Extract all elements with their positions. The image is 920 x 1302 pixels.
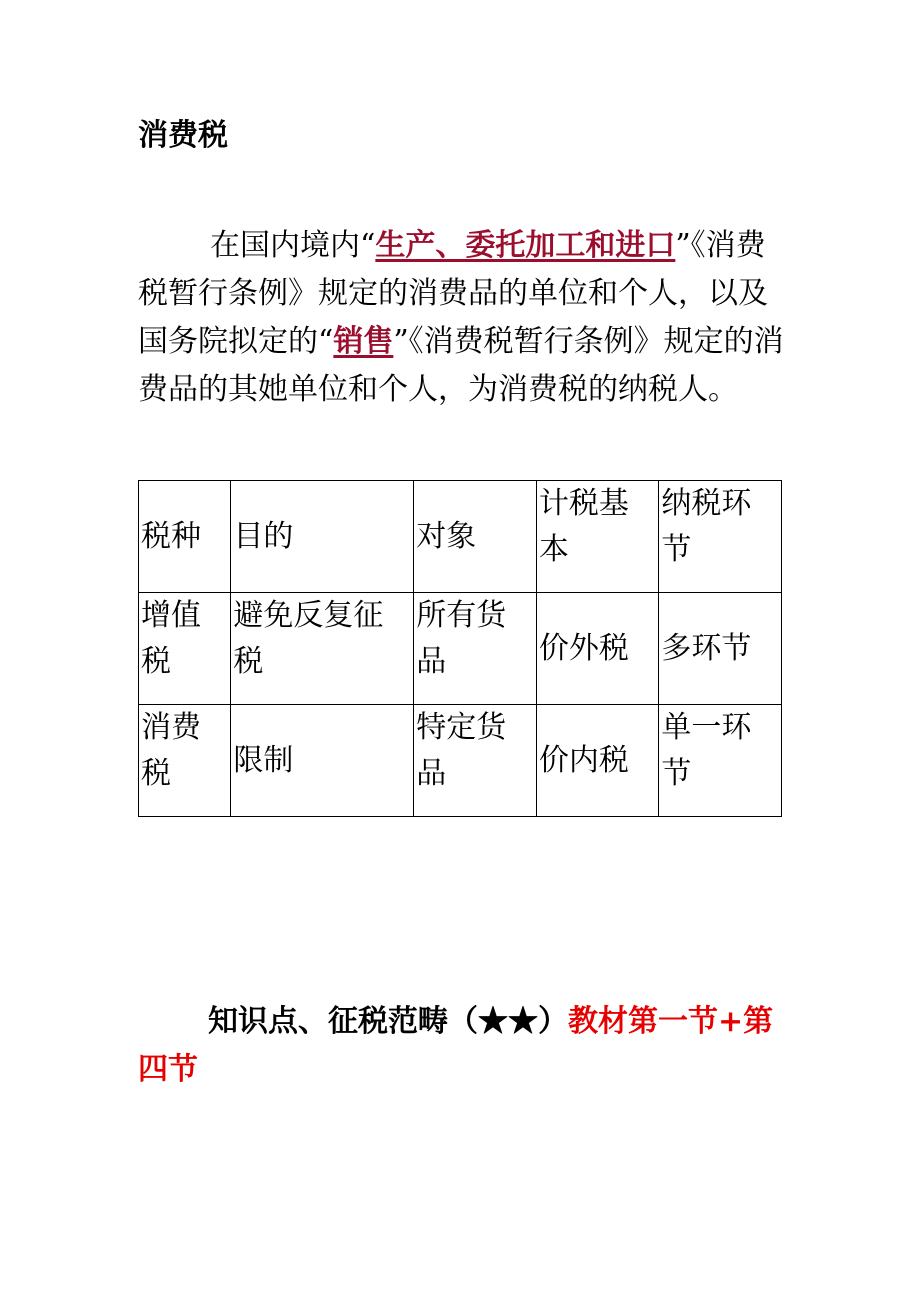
paragraph-text-1: 在国内境内“ (210, 228, 376, 263)
header-cell-object: 对象 (414, 481, 537, 593)
header-cell-purpose: 目的 (231, 481, 414, 593)
table-row (139, 593, 782, 705)
header-cell-tax-stage: 纳税环节 (659, 481, 782, 593)
highlight-production: 生产、委托加工和进口 (375, 228, 676, 263)
table-cell: 特定货品 (414, 705, 537, 817)
table-row (139, 705, 782, 817)
table-cell: 消费税 (139, 705, 231, 817)
table-cell: 增值税 (139, 593, 231, 705)
header-cell-tax-basis: 计税基本 (536, 481, 659, 593)
taxpayer-definition-paragraph (138, 222, 784, 414)
page-title: 消费税 (138, 118, 228, 153)
table-cell: 所有货品 (414, 593, 537, 705)
table-cell: 价外税 (536, 593, 659, 705)
paragraph-text-2: ”《消费税暂行条例》规定的消费品的单位和个人，以及国务院拟定的“ (138, 228, 768, 359)
paragraph-text-3: ”《消费税暂行条例》规定的消费品的其她单位和个人，为消费税的纳税人。 (138, 324, 784, 407)
section-heading (138, 998, 788, 1094)
table-cell: 价内税 (536, 705, 659, 817)
section-heading-text: 知识点、征税范畴（★★） (208, 1004, 568, 1039)
tax-comparison-table (138, 480, 782, 817)
highlight-sales: 销售 (333, 324, 394, 359)
section-heading-reference: 教材第一节+第四节 (138, 1004, 774, 1087)
table-cell: 多环节 (659, 593, 782, 705)
table-header-row (139, 481, 782, 593)
table-cell: 避免反复征税 (231, 593, 414, 705)
table-cell: 限制 (231, 705, 414, 817)
header-cell-tax-type: 税种 (139, 481, 231, 593)
table-cell: 单一环节 (659, 705, 782, 817)
